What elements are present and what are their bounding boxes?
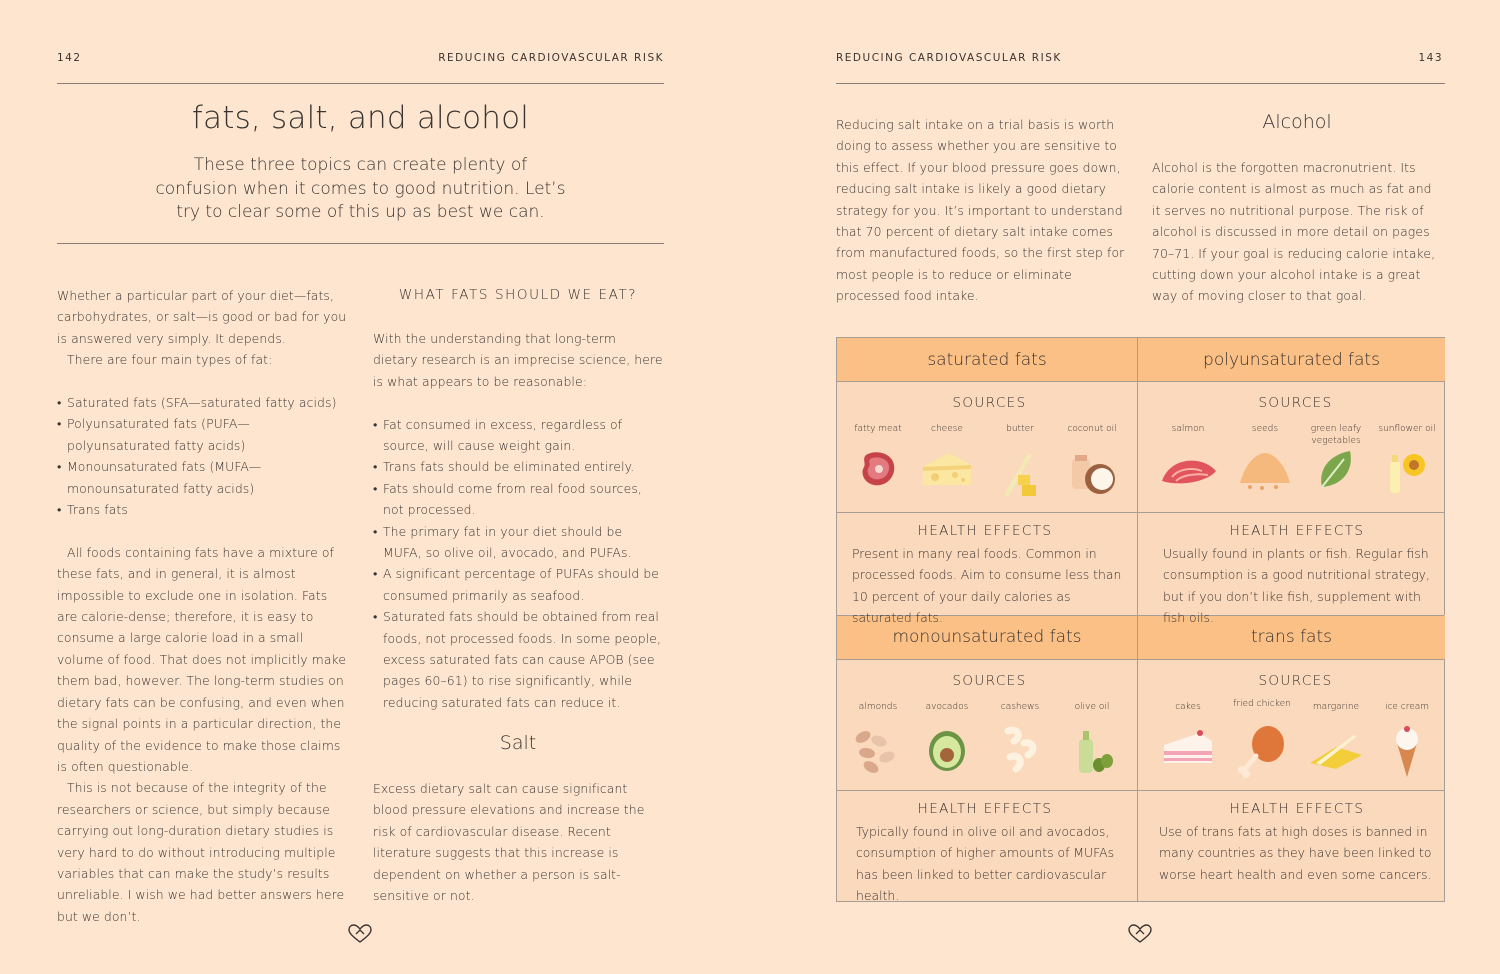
list-item: • Trans fats xyxy=(57,499,351,520)
fat-types-list xyxy=(57,392,351,520)
food-label: fatty meat xyxy=(854,424,902,434)
food-margarine xyxy=(1303,701,1369,769)
avocado-icon xyxy=(925,725,969,773)
table-header-saturated-fats: saturated fats xyxy=(837,338,1137,381)
food-label: ice cream xyxy=(1384,702,1430,712)
health-effects-text: Present in many real foods. Common in processed foods. Aim to consume less than 10 percent of your daily calories as saturated fats. xyxy=(852,546,1122,626)
sources-label: SOURCES xyxy=(1258,673,1333,689)
food-almonds xyxy=(845,701,911,773)
sunflower-icon xyxy=(1382,447,1432,495)
right-top-rule xyxy=(836,83,1445,84)
food-label: green leafy vegetables xyxy=(1310,424,1362,446)
seeds-icon xyxy=(1236,447,1294,491)
ice-cream-icon xyxy=(1387,725,1427,779)
chicken-leg-icon xyxy=(1234,722,1290,778)
sources-label: SOURCES xyxy=(1258,395,1333,411)
olive-oil-icon xyxy=(1067,725,1117,775)
food-label: seeds xyxy=(1251,424,1279,434)
food-avocados xyxy=(914,701,980,773)
cake-icon xyxy=(1160,725,1216,769)
food-label: salmon xyxy=(1171,424,1205,434)
list-item: • Trans fats should be eliminated entirely. xyxy=(373,456,663,477)
food-label: olive oil xyxy=(1074,702,1110,712)
list-item: • Saturated fats should be obtained from real foods, not processed foods. In some people, excess saturated fats can cause APOB (see pages 60–61) to rise significantly, while reducing saturated fats can reduce it. xyxy=(373,606,663,713)
left-column-2 xyxy=(373,328,663,713)
page-title: fats, salt, and alcohol xyxy=(191,100,530,136)
butter-icon xyxy=(998,447,1042,497)
right-page-number: 143 xyxy=(1418,52,1443,64)
health-effects-text: Use of trans fats at high doses is banned in many countries as they have been linked to worse heart health and even some cancers. xyxy=(1159,824,1432,882)
food-label: almonds xyxy=(858,702,898,712)
table-header-monounsaturated-fats: monounsaturated fats xyxy=(837,615,1137,659)
fat-advice-list xyxy=(373,414,663,714)
right-running-head: REDUCING CARDIOVASCULAR RISK xyxy=(836,52,1062,64)
list-item: • Polyunsaturated fats (PUFA—polyunsaturated fatty acids) xyxy=(57,413,351,456)
list-item: • Fats should come from real food sources, not processed. xyxy=(373,478,663,521)
health-effects-label: HEALTH EFFECTS xyxy=(917,523,1053,539)
salmon-icon xyxy=(1158,447,1218,491)
what-fats-heading: WHAT FATS SHOULD WE EAT? xyxy=(398,287,638,303)
list-item: • Fat consumed in excess, regardless of source, will cause weight gain. xyxy=(373,414,663,457)
cheese-icon xyxy=(919,447,975,491)
food-cashews xyxy=(987,701,1053,773)
health-effects-text: Typically found in olive oil and avocados, consumption of higher amounts of MUFAs has been linked to better cardiovascular health. xyxy=(856,824,1115,904)
left-running-head: REDUCING CARDIOVASCULAR RISK xyxy=(438,52,664,64)
steak-icon xyxy=(856,447,900,491)
food-olive-oil xyxy=(1059,701,1125,775)
table-divider xyxy=(837,512,1444,513)
food-fried-chicken xyxy=(1229,698,1295,778)
food-fatty-meat xyxy=(845,423,911,491)
left-top-rule xyxy=(57,83,664,84)
intro-paragraph: Whether a particular part of your diet—fats, carbohydrates, or salt—is good or bad for you is answered very simply. It depends. xyxy=(57,288,347,346)
salt-paragraph: Excess dietary salt can cause significant blood pressure elevations and increase the risk of cardiovascular disease. Recent literature suggests that this increase is dependent on whether a person is salt-sensitive or not. xyxy=(373,781,645,904)
fats-table xyxy=(836,337,1445,902)
alcohol-paragraph: Alcohol is the forgotten macronutrient. Its calorie content is almost as much as fat and it serves no nutritional purpose. The risk of alcohol is discussed in more detail on pages 70–71. If your goal is reducing calorie intake, cutting down your alcohol intake is a great way of moving closer to that goal. xyxy=(1152,160,1436,304)
coconut-icon xyxy=(1064,447,1120,495)
body-paragraph: With the understanding that long-term dietary research is an imprecise science, here is what appears to be reasonable: xyxy=(373,331,663,389)
table-divider xyxy=(837,381,1444,382)
salt-heading: Salt xyxy=(499,732,537,754)
left-column-1 xyxy=(57,285,351,927)
leaf-icon xyxy=(1314,447,1358,491)
sources-label: SOURCES xyxy=(952,395,1027,411)
salt-continued-paragraph: Reducing salt intake on a trial basis is worth doing to assess whether you are sensitive to this effect. If your blood pressure goes down, reducing salt intake is likely a good dietary strategy for you. It’s important to understand that 70 percent of dietary salt intake comes from manufactured foods, so the first step for most people is to reduce or eliminate processed food intake. xyxy=(836,117,1125,304)
food-seeds xyxy=(1232,423,1298,491)
food-green-leafy-vegetables xyxy=(1303,423,1369,491)
body-paragraph: This is not because of the integrity of the researchers or science, but simply because carrying out long-duration dietary studies is very hard to do without introducing multiple variables that can make the study’s results unreliable. I wish we had better answers here but we don’t. xyxy=(57,780,345,924)
body-paragraph: All foods containing fats have a mixture of these fats, and in general, it is almost impossible to exclude one in isolation. Fats are calorie-dense; therefore, it is easy to consume a large calorie load in a small volume of food. That does not implicitly make them bad, however. The long-term studies on dietary fats can be confusing, and even when the signal points in a particular direction, the quality of the evidence to make those claims is often questionable. xyxy=(57,544,347,774)
food-coconut-oil xyxy=(1059,423,1125,495)
health-effects-label: HEALTH EFFECTS xyxy=(1229,801,1365,817)
table-divider xyxy=(1137,338,1138,901)
food-ice-cream xyxy=(1374,701,1440,779)
food-salmon xyxy=(1155,423,1221,491)
left-page-number: 142 xyxy=(57,52,82,64)
health-effects-text: Usually found in plants or fish. Regular fish consumption is a good nutritional strategy, but if you don’t like fish, supplement with fish oils. xyxy=(1163,546,1430,626)
food-label: avocados xyxy=(925,702,969,712)
table-divider xyxy=(837,790,1444,791)
food-label: fried chicken xyxy=(1233,699,1291,709)
list-item: • Monounsaturated fats (MUFA—monounsaturated fatty acids) xyxy=(57,456,351,499)
food-label: butter xyxy=(1006,424,1034,434)
alcohol-heading: Alcohol xyxy=(1262,111,1332,133)
food-cheese xyxy=(914,423,980,491)
heart-logo-icon xyxy=(1128,924,1152,944)
fat-types-lead: There are four main types of fat: xyxy=(67,352,273,368)
table-divider xyxy=(837,659,1444,660)
list-item: • The primary fat in your diet should be MUFA, so olive oil, avocado, and PUFAs. xyxy=(373,521,663,564)
list-item: • Saturated fats (SFA—saturated fatty acids) xyxy=(57,392,351,413)
margarine-icon xyxy=(1306,725,1366,769)
table-header-polyunsaturated-fats: polyunsaturated fats xyxy=(1138,338,1445,381)
sources-label: SOURCES xyxy=(952,673,1027,689)
food-label: margarine xyxy=(1312,702,1360,712)
food-label: cheese xyxy=(931,424,963,434)
food-butter xyxy=(987,423,1053,497)
list-item: • A significant percentage of PUFAs should be consumed primarily as seafood. xyxy=(373,563,663,606)
health-effects-label: HEALTH EFFECTS xyxy=(1229,523,1365,539)
table-header-trans-fats: trans fats xyxy=(1138,615,1445,659)
food-label: coconut oil xyxy=(1067,424,1117,434)
food-sunflower-oil xyxy=(1374,423,1440,495)
food-cakes xyxy=(1155,701,1221,769)
cashews-icon xyxy=(998,725,1042,773)
health-effects-label: HEALTH EFFECTS xyxy=(917,801,1053,817)
almonds-icon xyxy=(849,725,907,773)
page-subtitle: These three topics can create plenty of confusion when it comes to good nutrition. Let’s try to clear some of this up as best we can. xyxy=(155,155,566,222)
left-mid-rule xyxy=(57,243,664,244)
food-label: cashews xyxy=(1000,702,1040,712)
food-label: cakes xyxy=(1175,702,1201,712)
heart-logo-icon xyxy=(348,924,372,944)
food-label: sunflower oil xyxy=(1378,424,1436,434)
